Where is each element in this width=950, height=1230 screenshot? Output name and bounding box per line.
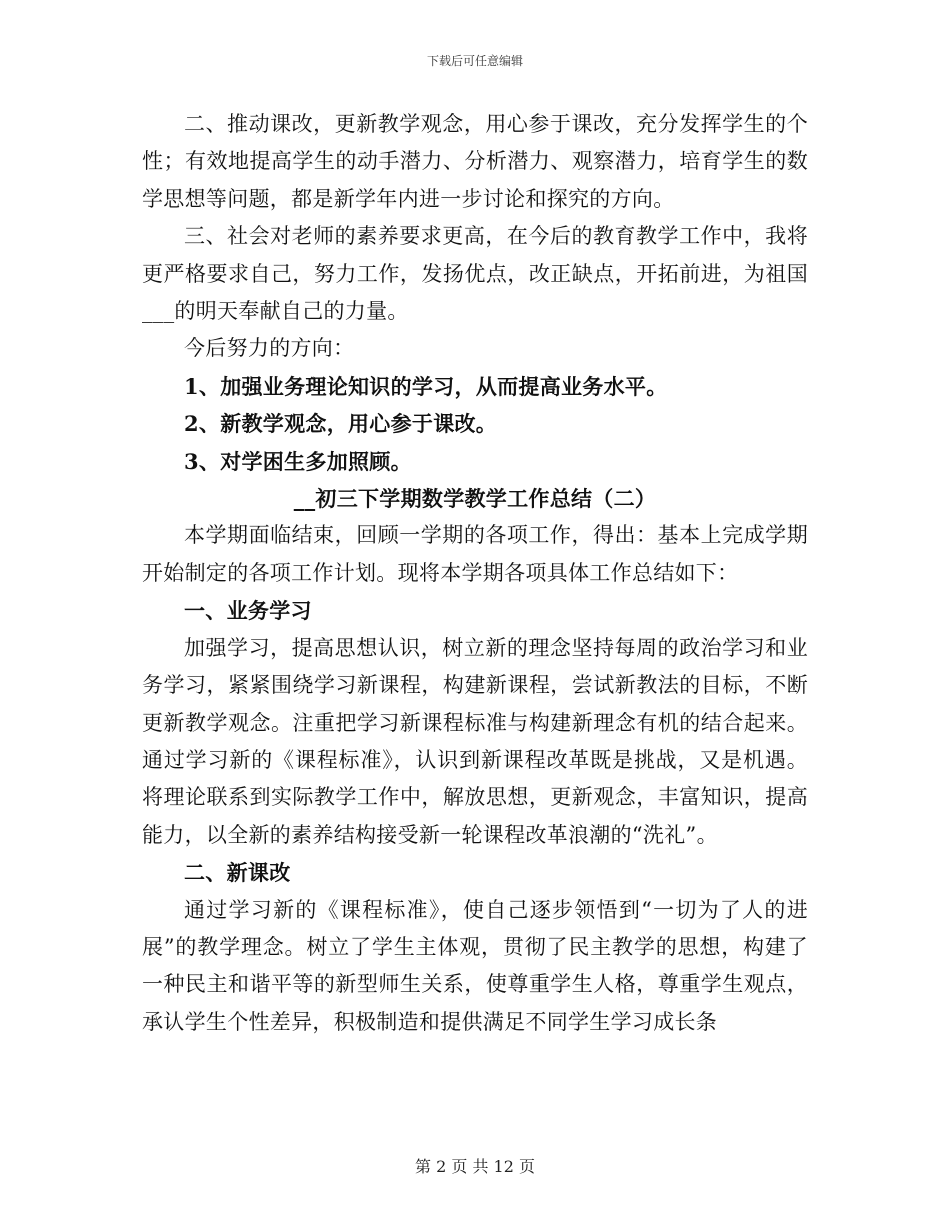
paragraph-business-study: 加强学习，提高思想认识，树立新的理念坚持每周的政治学习和业务学习，紧紧围绕学习新课程，构建新课程，尝试新教法的目标，不断更新教学观念。注重把学习新课程标准与构建新理念有机的结合起来。通过学习新的《课程标准》，认识到新课程改革既是挑战，又是机遇。将理论联系到实际教学工作中，解放思想，更新观念，丰富知识，提高能力，以全新的素养结构接受新一轮课程改革浪潮的“洗礼”。 [142,635,808,847]
heading-business-study: 一、业务学习 [184,598,312,624]
document-body [142,106,808,1041]
paragraph-course-reform: 二、推动课改，更新教学观念，用心参于课改，充分发挥学生的个性；有效地提高学生的动手潜力、分析潜力、观察潜力，培育学生的数学思想等问题，都是新学年内进一步讨论和探究的方向。 [142,112,808,211]
section-title: __初三下学期数学教学工作总结（二） [293,486,657,512]
paragraph-semester-summary: 本学期面临结束，回顾一学期的各项工作，得出：基本上完成学期开始制定的各项工作计划。现将本学期各项具体工作总结如下： [142,523,808,585]
list-item-1: 1、加强业务理论知识的学习，从而提高业务水平。 [184,373,668,399]
list-item-2: 2、新教学观念，用心参于课改。 [184,411,498,437]
list-item-3: 3、对学困生多加照顾。 [184,448,412,474]
paragraph-new-curriculum: 通过学习新的《课程标准》，使自己逐步领悟到“一切为了人的进展”的教学理念。树立了学生主体观，贯彻了民主教学的思想，构建了一种民主和谐平等的新型师生关系，使尊重学生人格，尊重学生观点，承认学生个性差异，积极制造和提供满足不同学生学习成长条 [142,897,808,1034]
paragraph-future-direction-intro: 今后努力的方向： [184,336,355,361]
page-footer: 第 2 页 共 12 页 [415,1157,535,1176]
page-header: 下载后可任意编辑 [426,54,523,68]
paragraph-society-requirements: 三、社会对老师的素养要求更高，在今后的教育教学工作中，我将更严格要求自己，努力工作，发扬优点，改正缺点，开拓前进，为祖国___的明天奉献自己的力量。 [142,224,808,324]
heading-new-curriculum: 二、新课改 [184,860,291,886]
